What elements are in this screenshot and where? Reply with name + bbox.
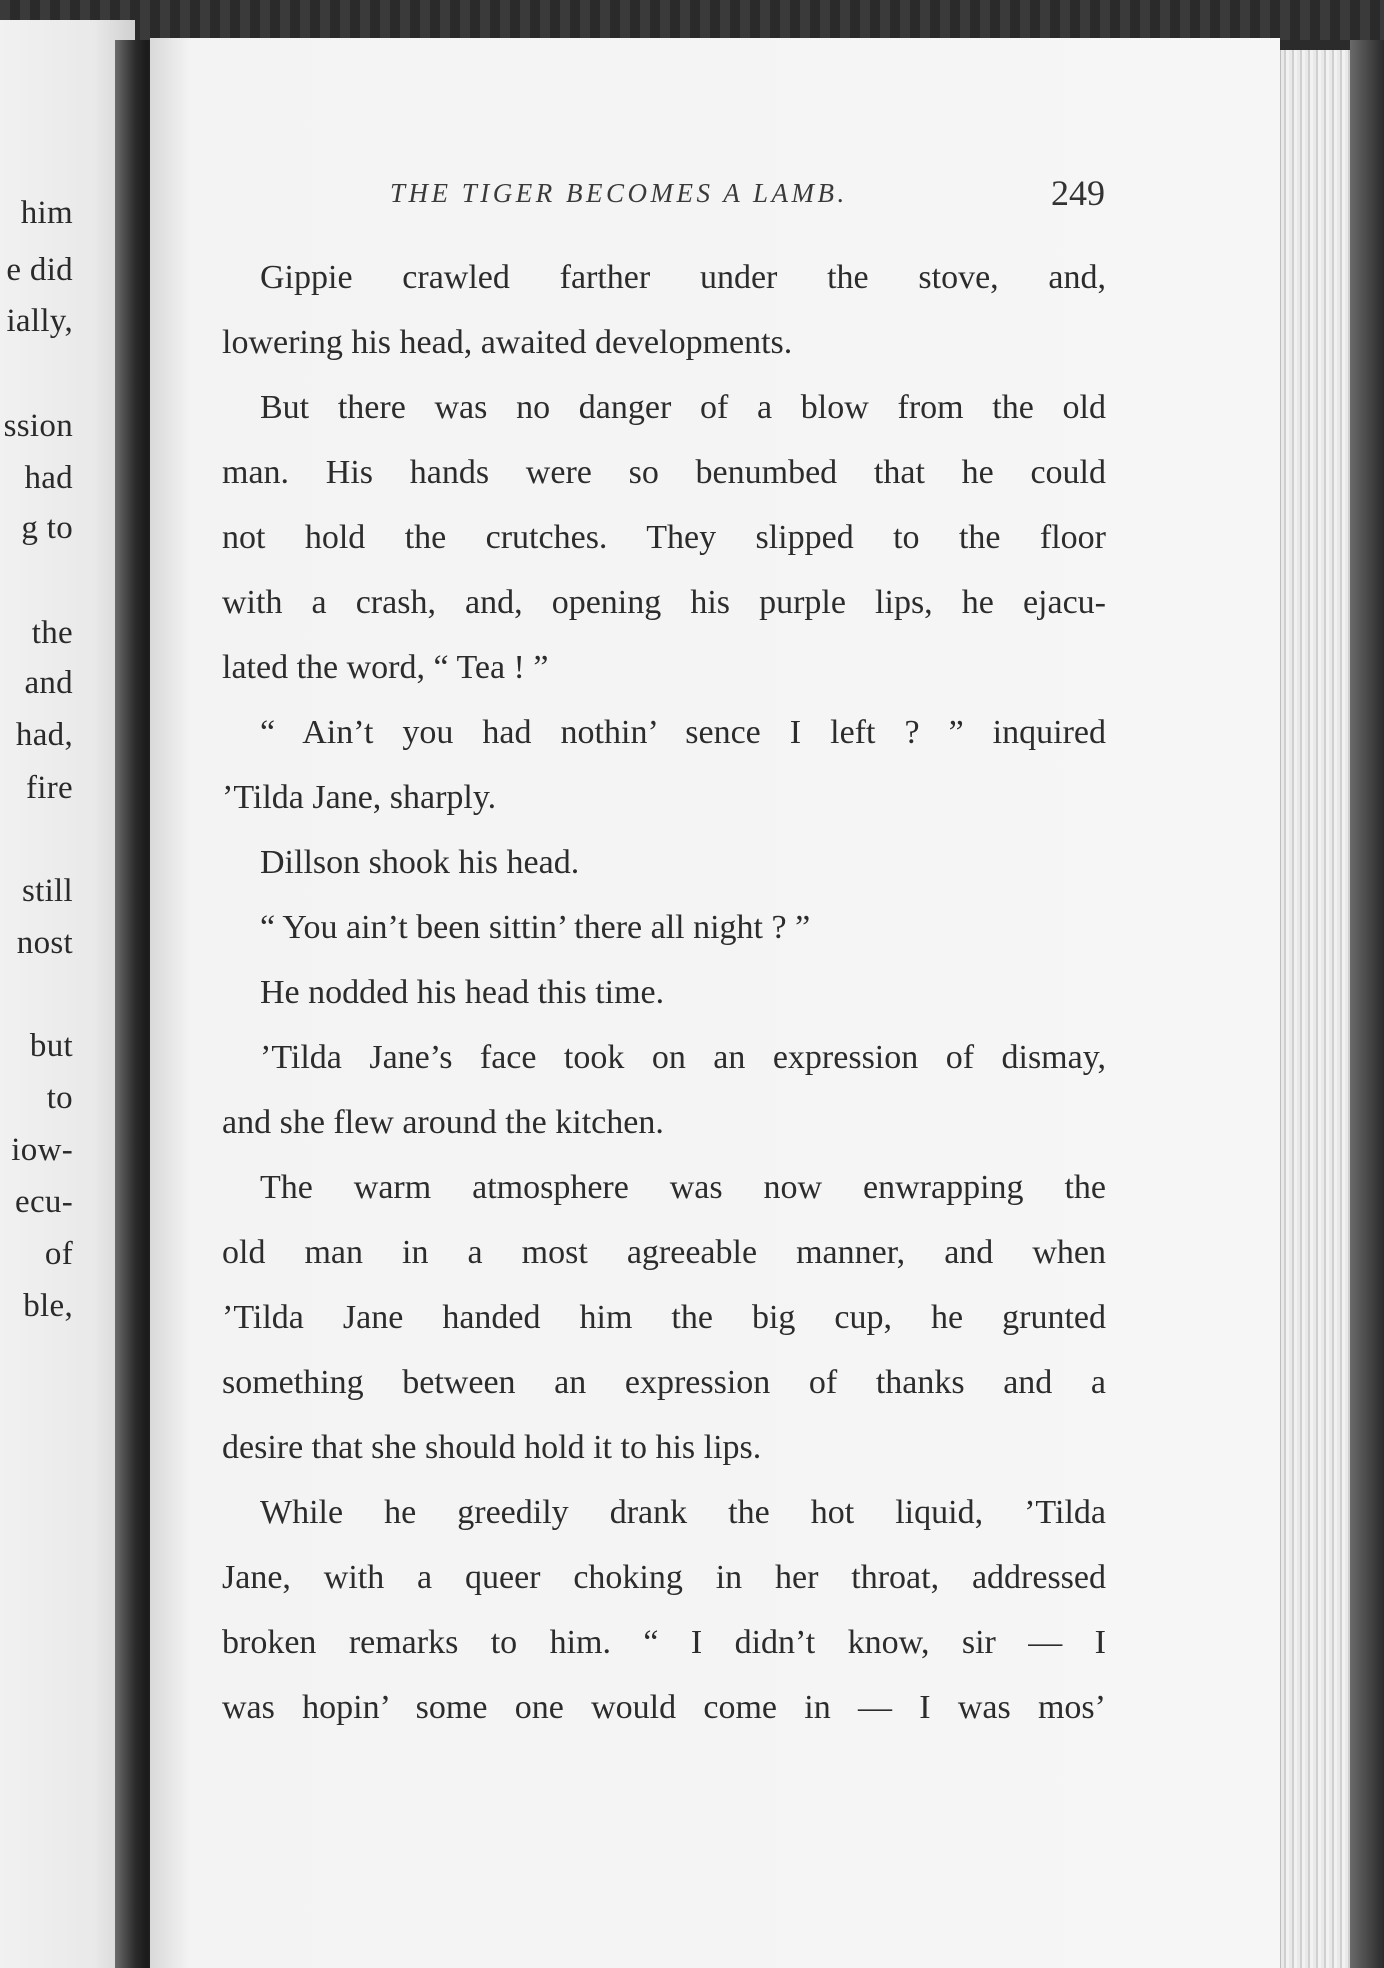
page-number: 249	[1051, 173, 1105, 213]
running-header	[390, 173, 1105, 228]
left-page-fragment: fire	[26, 770, 73, 806]
left-page-fragment: ecu-	[15, 1184, 73, 1220]
text-line: The warm atmosphere was now enwrapping the	[260, 1169, 1106, 1206]
left-page-fragment: still	[21, 873, 73, 909]
chapter-title: THE TIGER BECOMES A LAMB.	[390, 178, 848, 208]
text-line: not hold the crutches. They slipped to the floor	[222, 519, 1106, 556]
text-line: But there was no danger of a blow from the old	[260, 389, 1106, 426]
text-line: desire that she should hold it to his lips.	[222, 1429, 762, 1466]
text-line: ’Tilda Jane’s face took on an expression of dismay,	[260, 1039, 1106, 1076]
text-line: old man in a most agreeable manner, and when	[222, 1234, 1106, 1271]
page-shadow	[1350, 40, 1384, 1968]
left-page-fragment: but	[29, 1028, 73, 1064]
left-page-fragment: had,	[15, 717, 73, 753]
left-page-fragment: the	[31, 615, 73, 651]
text-line: broken remarks to him. “ I didn’t know, sir — I	[222, 1624, 1106, 1661]
text-line: Gippie crawled farther under the stove, and,	[260, 259, 1106, 296]
left-page-fragment: to	[46, 1080, 73, 1116]
text-line: ’Tilda Jane handed him the big cup, he grunted	[222, 1299, 1106, 1336]
text-line: “ You ain’t been sittin’ there all night ? ”	[260, 909, 811, 946]
text-line: something between an expression of thanks and a	[222, 1364, 1106, 1401]
text-line: lated the word, “ Tea ! ”	[222, 649, 549, 686]
text-line: Dillson shook his head.	[260, 844, 580, 881]
page-edges	[1280, 50, 1351, 1968]
left-page-fragment: and	[24, 665, 73, 701]
body-text	[222, 245, 1106, 1740]
text-line: “ Ain’t you had nothin’ sence I left ? ” inquired	[260, 714, 1106, 751]
left-page-fragment: ssion	[3, 408, 73, 444]
text-line: and she flew around the kitchen.	[222, 1104, 664, 1141]
left-page-fragment: ble,	[23, 1288, 73, 1324]
text-line: While he greedily drank the hot liquid, ’Tilda	[260, 1494, 1106, 1531]
left-page-fragment: g to	[21, 510, 73, 546]
left-page-fragment: had	[24, 460, 73, 496]
left-page-fragment: nost	[16, 925, 73, 961]
text-line: ’Tilda Jane, sharply.	[222, 779, 497, 816]
text-line: He nodded his head this time.	[260, 974, 665, 1011]
left-page-fragment: ially,	[6, 303, 73, 339]
text-line: lowering his head, awaited developments.	[222, 324, 793, 361]
left-page-fragment: of	[44, 1236, 73, 1272]
text-line: man. His hands were so benumbed that he could	[222, 454, 1106, 491]
text-line: was hopin’ some one would come in — I was mos’	[222, 1689, 1106, 1726]
left-page-fragment: e did	[6, 252, 73, 288]
left-page-fragment: him	[20, 195, 73, 231]
text-line: Jane, with a queer choking in her throat, addressed	[222, 1559, 1106, 1596]
left-page-fragment: iow-	[11, 1132, 73, 1168]
text-line: with a crash, and, opening his purple lips, he ejacu-	[222, 584, 1106, 621]
scanner-edge	[0, 0, 1384, 40]
